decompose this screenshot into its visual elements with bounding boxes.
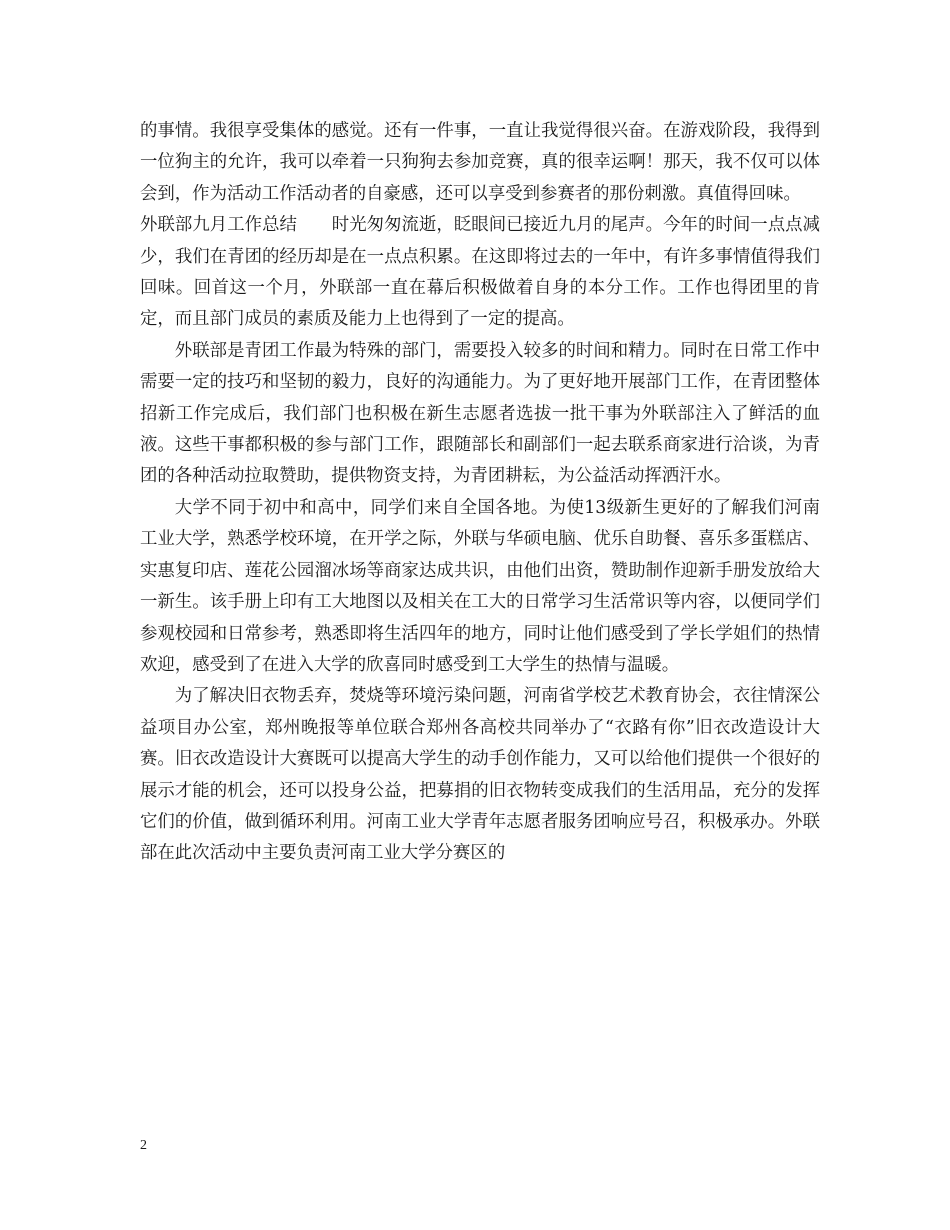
paragraph-department-role: 外联部是青团工作最为特殊的部门，需要投入较多的时间和精力。同时在日常工作中需要一定的技巧和坚韧的毅力，良好的沟通能力。为了更好地开展部门工作，在青团整体招新工作完成后，我们部门也积极在新生志愿者选拔一批干事为外联部注入了鲜活的血液。这些干事都积极的参与部门工作，跟随部长和副部们一起去联系商家进行洽谈，为青团的各种活动拉取赞助，提供物资支持，为青团耕耘，为公益活动挥洒汗水。 bbox=[140, 340, 820, 487]
paragraph-section-start bbox=[140, 210, 820, 336]
paragraph-clothing-contest: 为了解决旧衣物丢弃，焚烧等环境污染问题，河南省学校艺术教育协会，衣往情深公益项目办公室，郑州晚报等单位联合郑州各高校共同举办了“衣路有你”旧衣改造设计大赛。旧衣改造设计大赛既可以提高大学生的动手创作能力，又可以给他们提供一个很好的展示才能的机会，还可以投身公益，把募捐的旧衣物转变成我们的生活用品，充分的发挥它们的价值，做到循环利用。河南工业大学青年志愿者服务团响应号召，积极承办。外联部在此次活动中主要负责河南工业大学分赛区的 bbox=[140, 686, 820, 864]
page-number: 2 bbox=[140, 1138, 147, 1153]
section-intro-text: 时光匆匆流逝，眨眼间已接近九月的尾声。今年的时间一点点减少，我们在青团的经历却是在一点点积累。在这即将过去的一年中，有许多事情值得我们回味。回首这一个月，外联部一直在幕后积极做着自身的本分工作。工作也得团里的肯定，而且部门成员的素质及能力上也得到了一定的提高。 bbox=[140, 215, 820, 330]
paragraph-freshman-handbook: 大学不同于初中和高中，同学们来自全国各地。为使13级新生更好的了解我们河南工业大学，熟悉学校环境，在开学之际，外联与华硕电脑、优乐自助餐、喜乐多蛋糕店、实惠复印店、莲花公园溜冰场等商家达成共识，由他们出资，赞助制作迎新手册发放给大一新生。该手册上印有工大地图以及相关在工大的日常学习生活常识等内容，以便同学们参观校园和日常参考，熟悉即将生活四年的地方，同时让他们感受到了学长学姐们的热情欢迎，感受到了在进入大学的欣喜同时感受到工大学生的热情与温暖。 bbox=[140, 497, 820, 675]
section-title: 外联部九月工作总结 bbox=[140, 215, 297, 236]
document-body bbox=[140, 116, 820, 870]
paragraph-continuation: 的事情。我很享受集体的感觉。还有一件事，一直让我觉得很兴奋。在游戏阶段，我得到一位狗主的允许，我可以牵着一只狗狗去参加竞赛，真的很幸运啊！那天，我不仅可以体会到，作为活动工作活动者的自豪感，还可以享受到参赛者的那份刺激。真值得回味。 bbox=[140, 121, 820, 204]
